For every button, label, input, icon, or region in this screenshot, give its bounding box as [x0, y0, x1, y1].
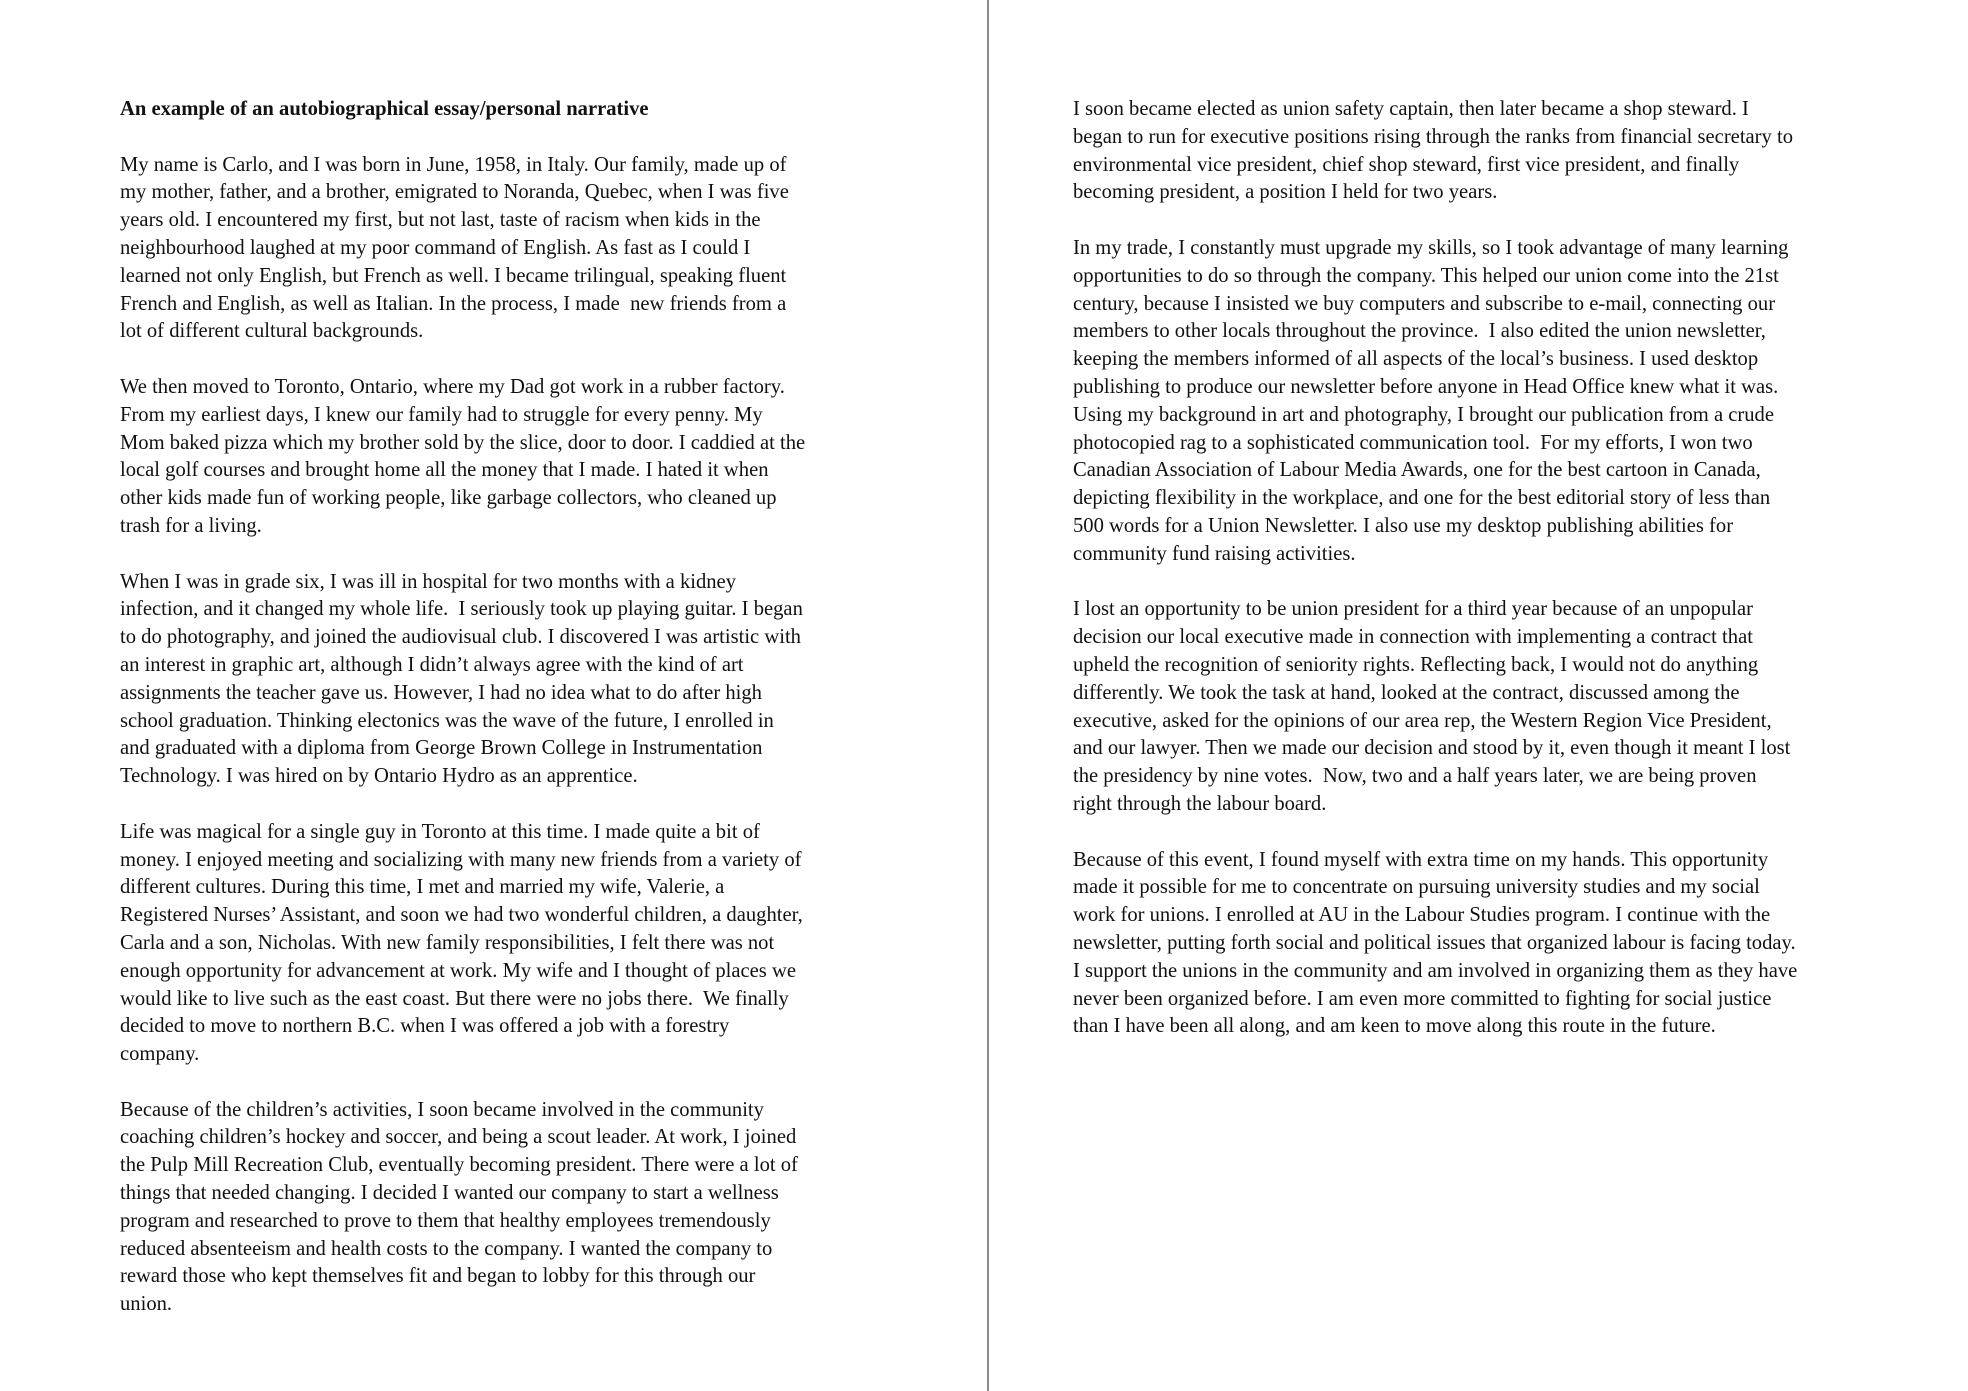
text-line: money. I enjoyed meeting and socializing with many new friends from a variety of — [120, 848, 802, 871]
text-line: Registered Nurses’ Assistant, and soon we had two wonderful children, a daughter, — [120, 904, 803, 927]
text-line: program and researched to prove to them that healthy employees tremendously — [120, 1209, 771, 1232]
text-line: learned not only English, but French as well. I became trilingual, speaking fluent — [120, 264, 787, 287]
text-line: union. — [120, 1293, 173, 1316]
text-line: neighbourhood laughed at my poor command of English. As fast as I could I — [120, 236, 751, 259]
paragraph — [1073, 235, 1903, 569]
text-line: right through the labour board. — [1073, 792, 1327, 815]
text-line: Because of the children’s activities, I soon became involved in the community — [120, 1098, 764, 1121]
text-line: my mother, father, and a brother, emigrated to Noranda, Quebec, when I was five — [120, 181, 789, 204]
text-line: 500 words for a Union Newsletter. I also use my desktop publishing abilities for — [1073, 514, 1734, 537]
paragraph — [120, 569, 910, 791]
text-line: century, because I insisted we buy computers and subscribe to e-mail, connecting our — [1073, 292, 1776, 315]
text-line: When I was in grade six, I was ill in hospital for two months with a kidney — [120, 570, 736, 593]
text-line: In my trade, I constantly must upgrade my skills, so I took advantage of many learning — [1073, 236, 1789, 259]
text-line: reward those who kept themselves fit and began to lobby for this through our — [120, 1265, 756, 1288]
text-line: We then moved to Toronto, Ontario, where my Dad got work in a rubber factory. — [120, 375, 785, 398]
text-line: members to other locals throughout the province. I also edited the union newsletter, — [1073, 320, 1766, 343]
text-line: Life was magical for a single guy in Toronto at this time. I made quite a bit of — [120, 820, 760, 843]
text-line: keeping the members informed of all aspects of the local’s business. I used desktop — [1073, 348, 1759, 371]
text-line: lot of different cultural backgrounds. — [120, 320, 424, 343]
paragraph — [1073, 96, 1903, 207]
left-page — [120, 96, 910, 1347]
text-line: work for unions. I enrolled at AU in the Labour Studies program. I continue with the — [1073, 904, 1771, 927]
paragraph — [120, 819, 910, 1069]
text-line: reduced absenteeism and health costs to the company. I wanted the company to — [120, 1237, 773, 1260]
text-line: the Pulp Mill Recreation Club, eventually becoming president. There were a lot of — [120, 1154, 798, 1177]
text-line: From my earliest days, I knew our family had to struggle for every penny. My — [120, 403, 763, 426]
paragraph — [1073, 847, 1903, 1042]
text-line: assignments the teacher gave us. However, I had no idea what to do after high — [120, 681, 762, 704]
text-line: publishing to produce our newsletter before anyone in Head Office knew what it was. — [1073, 375, 1779, 398]
text-line: coaching children’s hockey and soccer, and being a scout leader. At work, I joined — [120, 1126, 797, 1149]
essay-title: An example of an autobiographical essay/personal narrative — [120, 98, 649, 120]
text-line: Carla and a son, Nicholas. With new family responsibilities, I felt there was not — [120, 931, 775, 954]
text-line: the presidency by nine votes. Now, two and a half years later, we are being proven — [1073, 765, 1757, 788]
text-line: environmental vice president, chief shop steward, first vice president, and finally — [1073, 153, 1740, 176]
paragraph — [120, 152, 910, 347]
text-line: things that needed changing. I decided I wanted our company to start a wellness — [120, 1182, 779, 1205]
text-line: depicting flexibility in the workplace, and one for the best editorial story of less than — [1073, 487, 1771, 510]
text-line: differently. We took the task at hand, looked at the contract, discussed among the — [1073, 681, 1740, 704]
text-line: never been organized before. I am even more committed to fighting for social justice — [1073, 987, 1772, 1010]
text-line: and our lawyer. Then we made our decision and stood by it, even though it meant I lost — [1073, 737, 1791, 760]
text-line: to do photography, and joined the audiovisual club. I discovered I was artistic with — [120, 626, 801, 649]
text-line: decided to move to northern B.C. when I was offered a job with a forestry — [120, 1015, 730, 1038]
text-line: and graduated with a diploma from George Brown College in Instrumentation — [120, 737, 763, 760]
text-line: decision our local executive made in connection with implementing a contract that — [1073, 626, 1753, 649]
page-divider — [987, 0, 989, 1391]
text-line: enough opportunity for advancement at work. My wife and I thought of places we — [120, 959, 796, 982]
right-page — [1073, 96, 1903, 1069]
text-line: upheld the recognition of seniority rights. Reflecting back, I would not do anything — [1073, 653, 1759, 676]
text-line: I soon became elected as union safety captain, then later became a shop steward. I — [1073, 98, 1749, 120]
text-line: school graduation. Thinking electonics was the wave of the future, I enrolled in — [120, 709, 774, 732]
text-line: infection, and it changed my whole life. I seriously took up playing guitar. I began — [120, 598, 803, 621]
text-line: began to run for executive positions rising through the ranks from financial secretary to — [1073, 125, 1793, 148]
text-line: I lost an opportunity to be union president for a third year because of an unpopular — [1073, 598, 1753, 621]
text-line: trash for a living. — [120, 514, 262, 537]
text-line: opportunities to do so through the company. This helped our union come into the 21st — [1073, 264, 1779, 287]
text-line: than I have been all along, and am keen to move along this route in the future. — [1073, 1015, 1716, 1038]
text-line: local golf courses and brought home all the money that I made. I hated it when — [120, 459, 769, 482]
text-line: newsletter, putting forth social and political issues that organized labour is facing today. — [1073, 931, 1796, 954]
text-line: other kids made fun of working people, like garbage collectors, who cleaned up — [120, 487, 777, 510]
text-line: would like to live such as the east coast. But there were no jobs there. We finally — [120, 987, 789, 1010]
text-line: years old. I encountered my first, but not last, taste of racism when kids in the — [120, 209, 761, 232]
text-line: photocopied rag to a sophisticated communication tool. For my efforts, I won two — [1073, 431, 1753, 454]
text-line: Using my background in art and photography, I brought our publication from a crude — [1073, 403, 1774, 426]
text-line: Because of this event, I found myself with extra time on my hands. This opportunity — [1073, 848, 1769, 871]
text-line: made it possible for me to concentrate on pursuing university studies and my social — [1073, 876, 1760, 899]
paragraph — [120, 1097, 910, 1319]
text-line: company. — [120, 1043, 200, 1066]
text-line: I support the unions in the community and am involved in organizing them as they have — [1073, 959, 1798, 982]
paragraph — [120, 374, 910, 541]
text-line: Mom baked pizza which my brother sold by the slice, door to door. I caddied at the — [120, 431, 806, 454]
text-line: French and English, as well as Italian. In the process, I made new friends from a — [120, 292, 787, 315]
text-line: community fund raising activities. — [1073, 542, 1356, 565]
paragraph — [1073, 596, 1903, 818]
text-line: Technology. I was hired on by Ontario Hydro as an apprentice. — [120, 765, 638, 788]
text-line: My name is Carlo, and I was born in June, 1958, in Italy. Our family, made up of — [120, 153, 787, 176]
text-line: Canadian Association of Labour Media Awards, one for the best cartoon in Canada, — [1073, 459, 1761, 482]
text-line: executive, asked for the opinions of our area rep, the Western Region Vice President, — [1073, 709, 1772, 732]
text-line: different cultures. During this time, I met and married my wife, Valerie, a — [120, 876, 725, 899]
text-line: becoming president, a position I held for two years. — [1073, 181, 1498, 204]
text-line: an interest in graphic art, although I didn’t always agree with the kind of art — [120, 653, 744, 676]
